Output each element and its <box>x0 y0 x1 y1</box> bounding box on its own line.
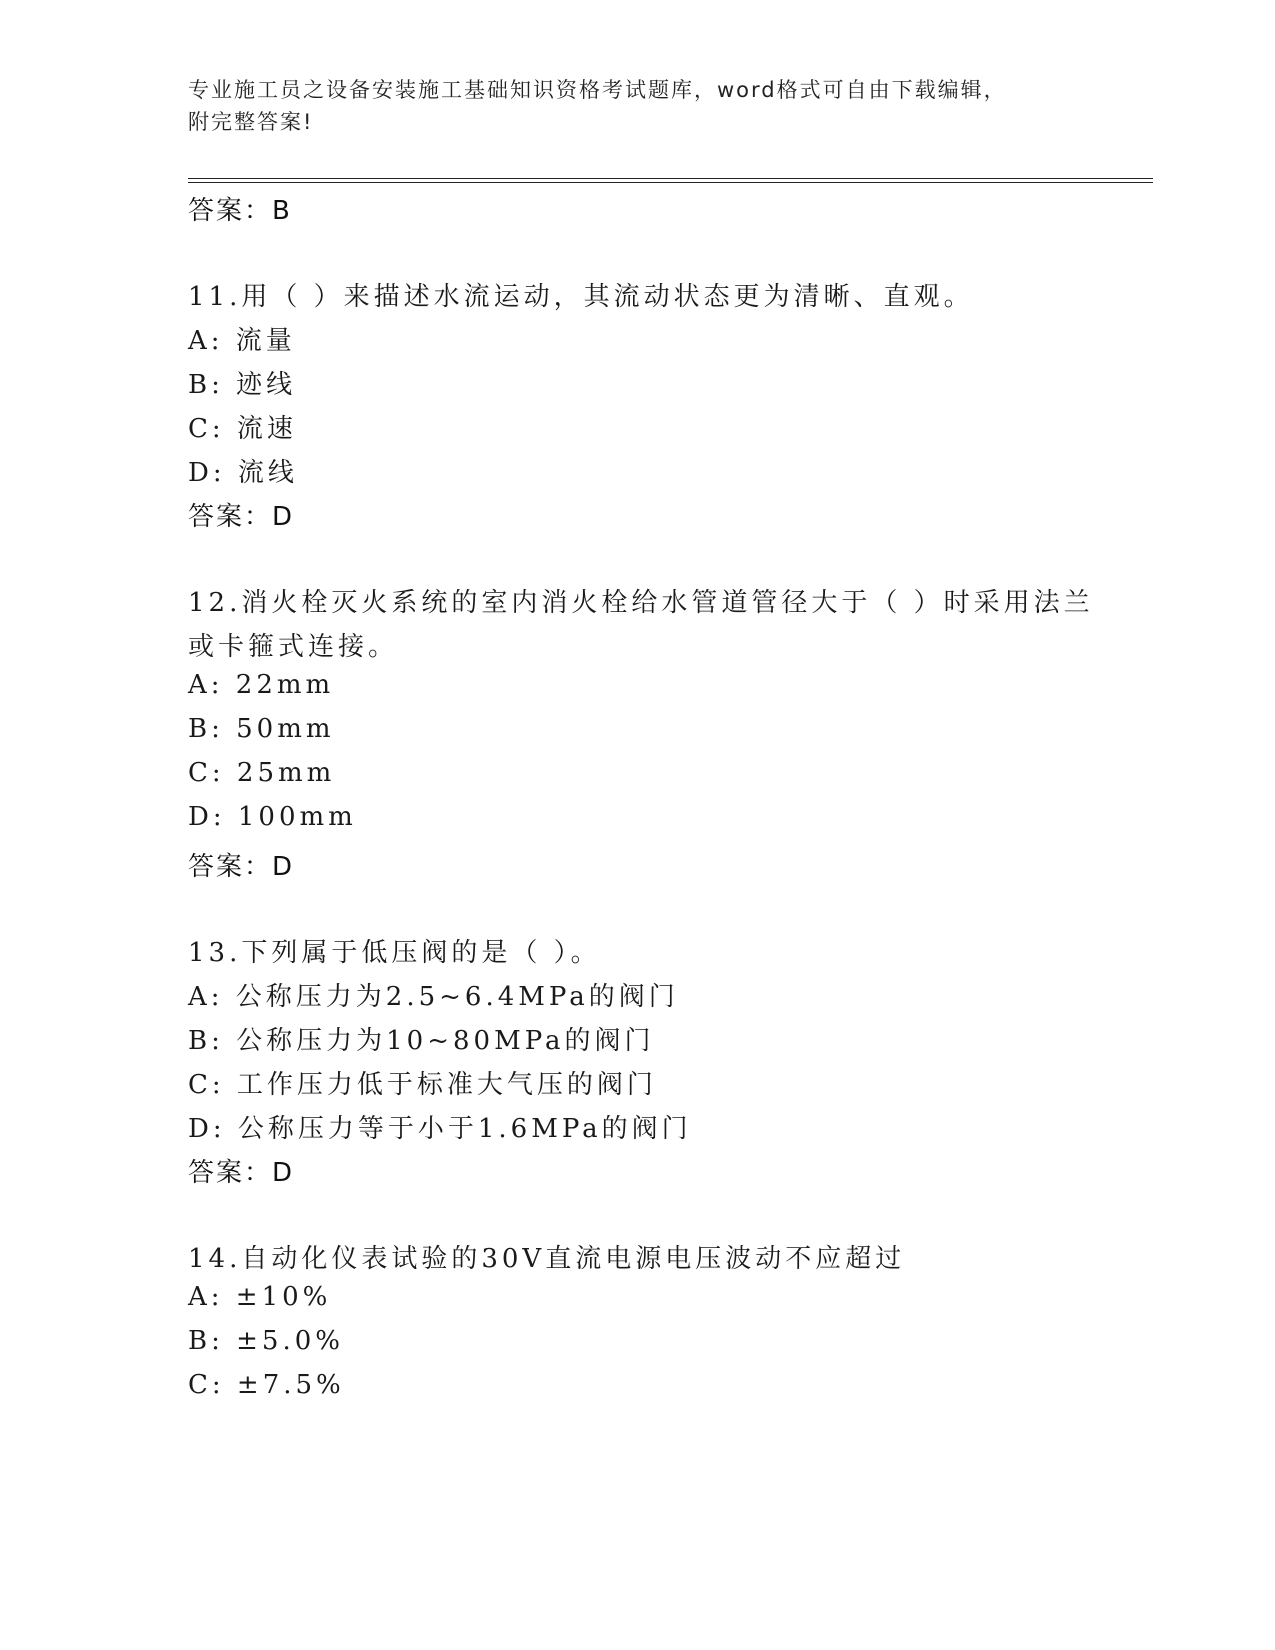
question-14-option-a: A: ±10% <box>188 1282 332 1312</box>
question-13-option-a: A: 公称压力为2.5~6.4MPa的阀门 <box>188 982 679 1012</box>
answer-12: 答案：D <box>188 852 295 882</box>
question-12-text-line-2: 或卡箍式连接。 <box>188 632 399 662</box>
header-line-1: 专业施工员之设备安装施工基础知识资格考试题库，word格式可自由下载编辑， <box>188 78 1007 102</box>
question-13-option-d: D: 公称压力等于小于1.6MPa的阀门 <box>188 1114 692 1144</box>
question-14-option-b: B: ±5.0% <box>188 1326 344 1356</box>
question-11-option-c: C: 流速 <box>188 414 297 444</box>
question-12-option-a: A: 22mm <box>188 670 335 700</box>
header-divider-bottom <box>188 182 1153 183</box>
question-14-option-c: C: ±7.5% <box>188 1370 345 1400</box>
question-12-option-d: D: 100mm <box>188 802 357 832</box>
question-12-option-c: C: 25mm <box>188 758 336 788</box>
question-11-option-d: D: 流线 <box>188 458 298 488</box>
document-header <box>188 74 1088 138</box>
question-11-text: 11.用（ ）来描述水流运动，其流动状态更为清晰、直观。 <box>188 282 974 312</box>
answer-10: 答案：B <box>188 196 292 226</box>
header-divider-top <box>188 178 1153 179</box>
question-13-option-b: B: 公称压力为10~80MPa的阀门 <box>188 1026 655 1056</box>
question-11-option-b: B: 迹线 <box>188 370 297 400</box>
header-line-2: 附完整答案! <box>188 110 314 134</box>
question-13-option-c: C: 工作压力低于标准大气压的阀门 <box>188 1070 657 1100</box>
answer-11: 答案：D <box>188 502 295 532</box>
question-13-text: 13.下列属于低压阀的是（ ）。 <box>188 938 601 968</box>
answer-13: 答案：D <box>188 1158 295 1188</box>
question-12-text-line-1: 12.消火栓灭火系统的室内消火栓给水管道管径大于（ ）时采用法兰 <box>188 588 1094 618</box>
question-14-text: 14.自动化仪表试验的30V直流电源电压波动不应超过 <box>188 1244 906 1274</box>
question-12-option-b: B: 50mm <box>188 714 335 744</box>
question-11-option-a: A: 流量 <box>188 326 296 356</box>
